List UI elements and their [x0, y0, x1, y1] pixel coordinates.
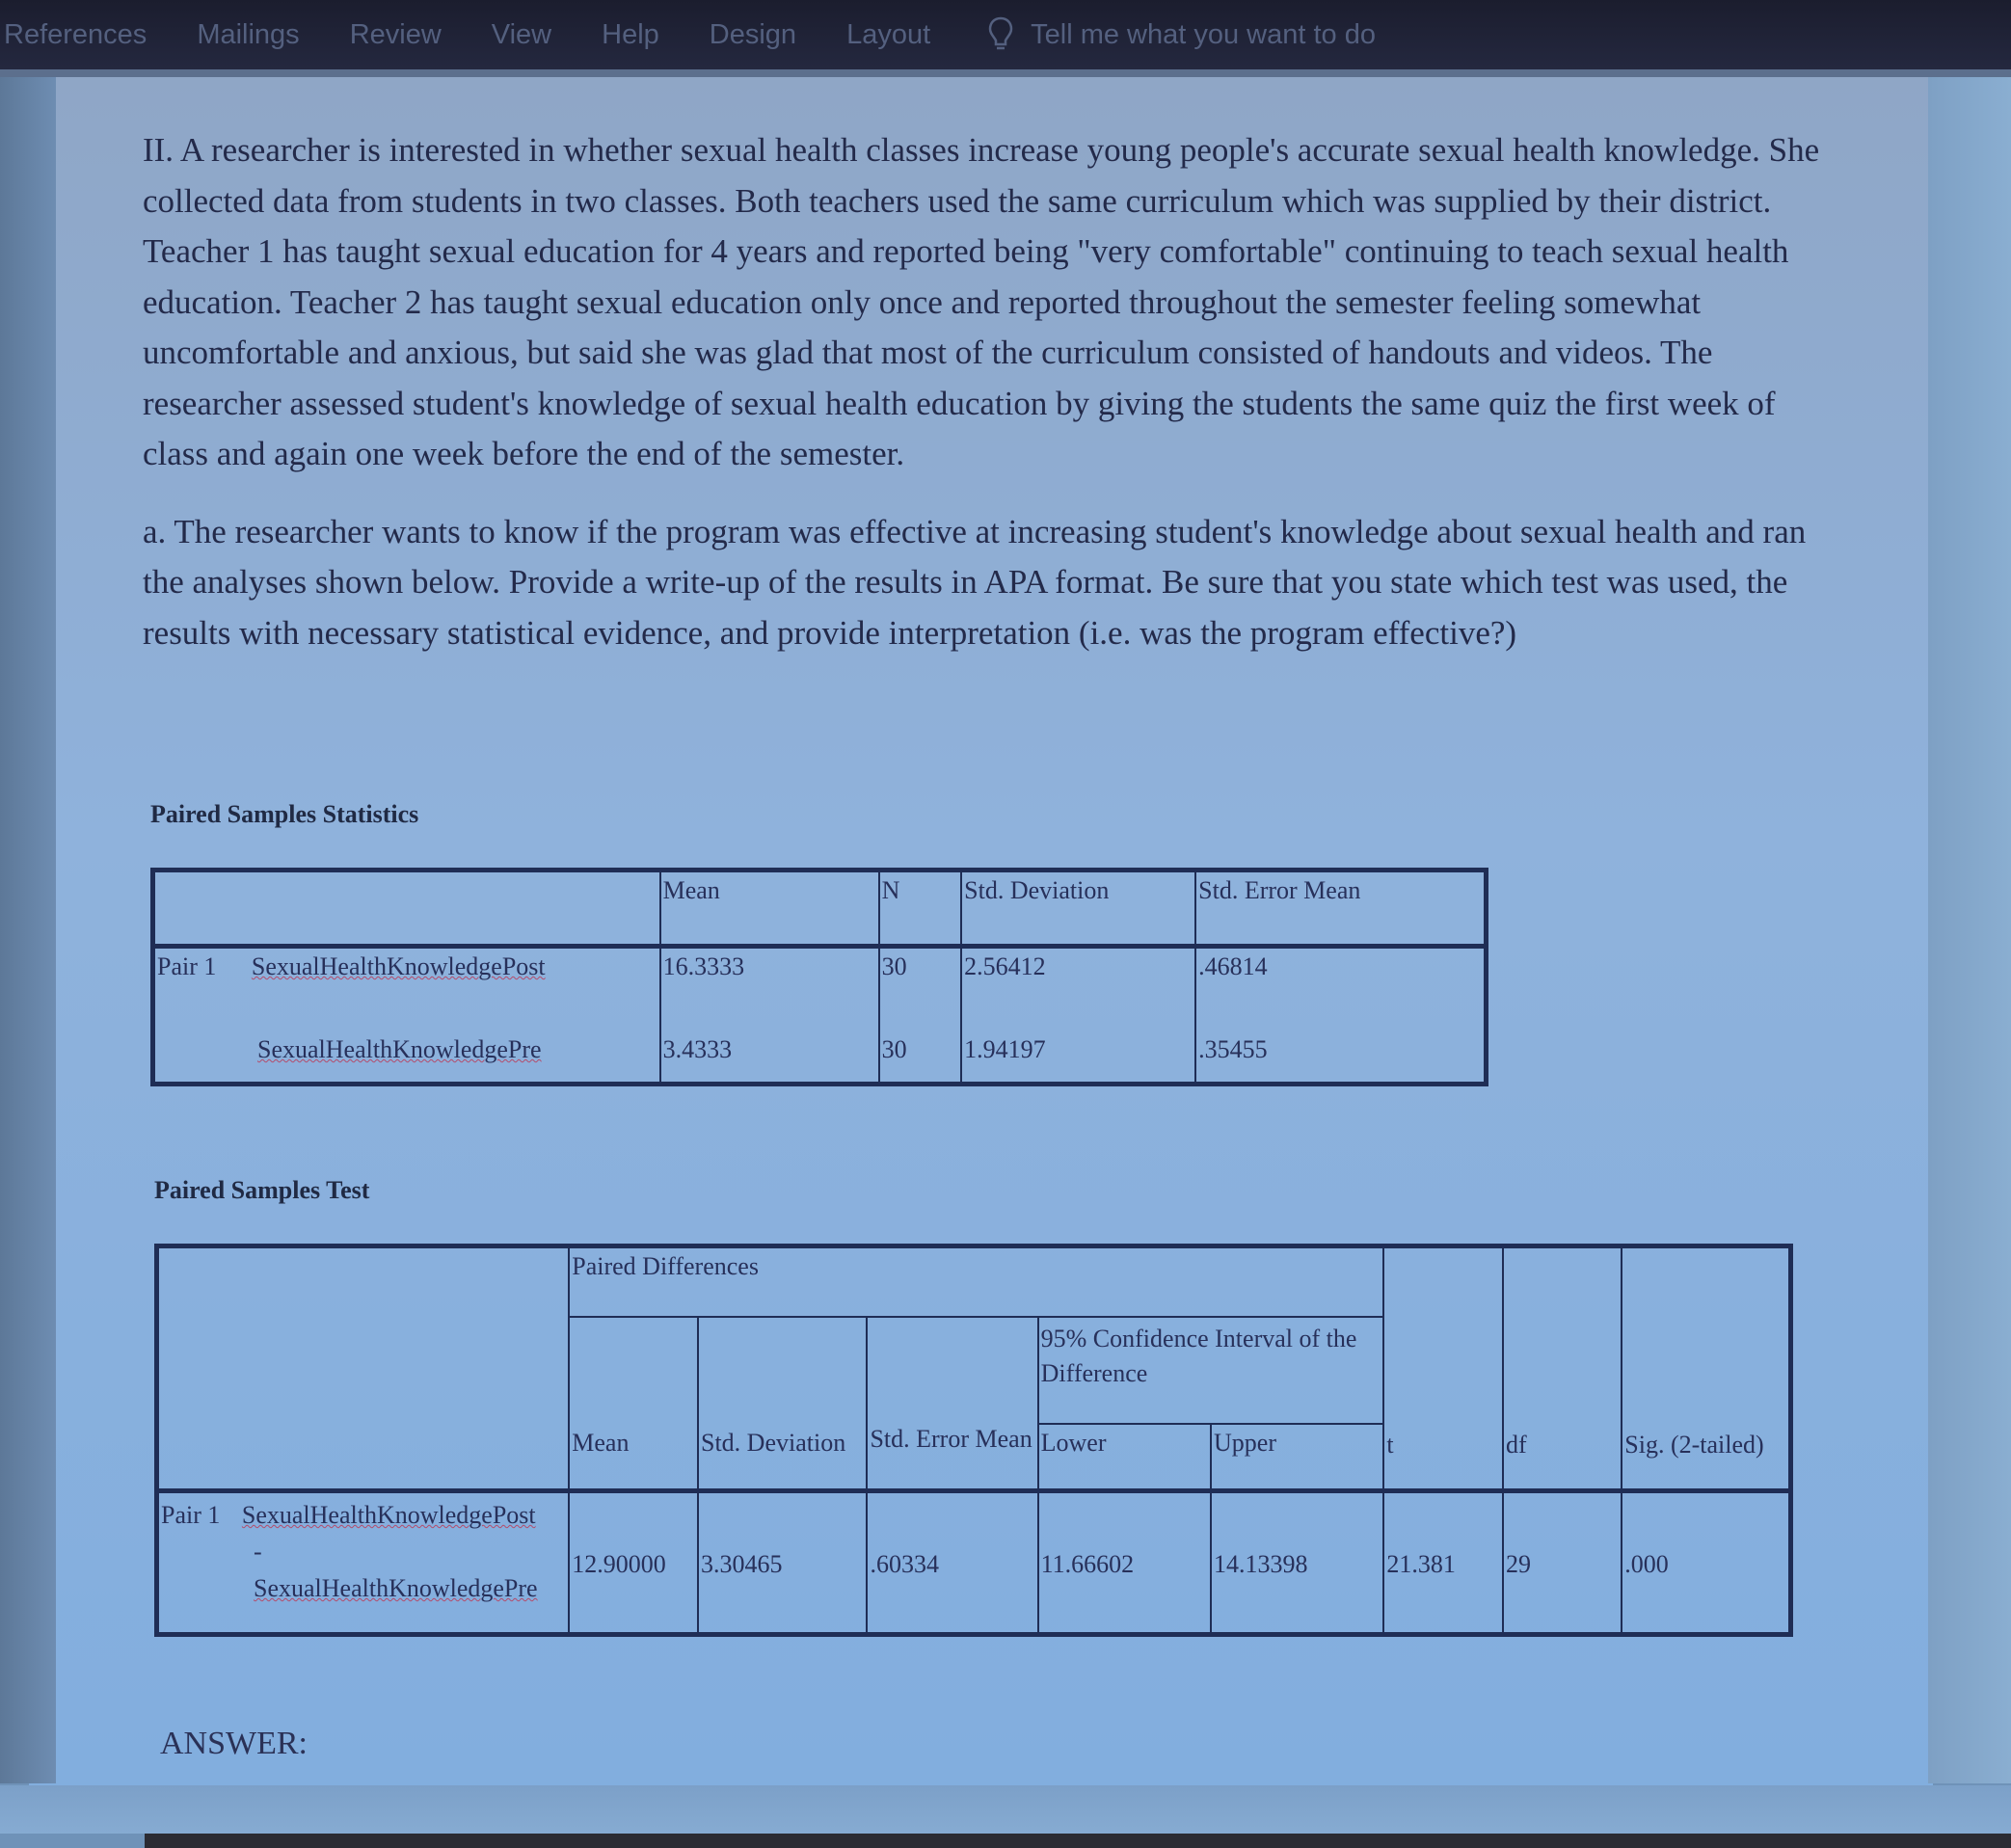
header-std-deviation: Std. Deviation — [961, 870, 1195, 947]
cell-mean: 3.4333 — [660, 1022, 879, 1085]
taskbar-edge — [145, 1834, 2011, 1848]
tab-layout[interactable]: Layout — [846, 18, 931, 50]
table-row — [153, 947, 1487, 1023]
paired-test-title: Paired Samples Test — [154, 1176, 370, 1204]
paired-samples-statistics-table — [150, 868, 1488, 1086]
table-row — [153, 1022, 1487, 1085]
tab-design[interactable]: Design — [709, 18, 797, 50]
cell-upper: 14.13398 — [1211, 1491, 1383, 1635]
tab-mailings[interactable]: Mailings — [197, 18, 300, 50]
question-a: a. The researcher wants to know if the program was effective at increasing student's knowledge about sexual health and ran the analyses shown below. Provide a write-up of the results in APA format. Be sure that you state which test was used, the results with necessary statistical evidence, and provide interpretation (i.e. was the program effective?) — [143, 512, 1807, 652]
header-empty — [157, 1246, 570, 1491]
header-lower: Lower — [1038, 1424, 1211, 1491]
header-mean: Mean — [569, 1317, 698, 1491]
cell-df: 29 — [1503, 1491, 1622, 1635]
right-gutter — [1928, 77, 2011, 1783]
document-content[interactable] — [143, 125, 1830, 1761]
table-header-row — [153, 870, 1487, 947]
ribbon-divider — [0, 69, 2011, 77]
row-label — [153, 1022, 660, 1085]
variable-name: SexualHealthKnowledgePost — [241, 1501, 536, 1529]
cell-n: 30 — [879, 1022, 962, 1085]
cell-lower: 11.66602 — [1038, 1491, 1211, 1635]
status-area — [0, 1785, 2011, 1834]
tab-help[interactable]: Help — [602, 18, 659, 50]
ribbon-tabs — [0, 0, 2011, 69]
difference-separator: - — [254, 1538, 262, 1566]
header-mean: Mean — [660, 870, 879, 947]
header-sig: Sig. (2-tailed) — [1622, 1246, 1790, 1491]
cell-t: 21.381 — [1383, 1491, 1503, 1635]
header-std-error-mean: Std. Error Mean — [867, 1317, 1037, 1491]
left-gutter — [0, 77, 56, 1783]
lightbulb-icon — [988, 16, 1013, 53]
tell-me-placeholder: Tell me what you want to do — [1031, 18, 1376, 50]
header-n: N — [879, 870, 962, 947]
header-confidence-interval: 95% Confidence Interval of the Difference — [1038, 1317, 1384, 1424]
intro-paragraph: II. A researcher is interested in whether sexual health classes increase young people's accurate sexual health knowledge. She collected data from students in two classes. Both teachers used the same curriculum which was supplied by their district. Teacher 1 has taught sexual education for 4 years and reported being "very comfortable" continuing to teach sexual health education. Teacher 2 has taught sexual education only once and reported throughout the semester feeling somewhat uncomfortable and anxious, but said she was glad that most of the curriculum consisted of handouts and videos. The researcher assessed student's knowledge of sexual health education by giving the students the same quiz the first week of class and again one week before the end of the semester. — [143, 131, 1820, 472]
cell-mean: 12.90000 — [569, 1491, 698, 1635]
tell-me-box[interactable] — [988, 16, 1376, 53]
paired-samples-test-table — [154, 1244, 1793, 1637]
cell-n: 30 — [879, 947, 962, 1023]
paired-statistics-title: Paired Samples Statistics — [150, 800, 419, 828]
cell-std-deviation: 3.30465 — [698, 1491, 867, 1635]
header-df: df — [1503, 1246, 1622, 1491]
group-header-row — [157, 1246, 1791, 1318]
tab-view[interactable]: View — [491, 18, 552, 50]
cell-std-error-mean: .60334 — [867, 1491, 1037, 1635]
header-std-error-mean: Std. Error Mean — [1195, 870, 1486, 947]
header-paired-differences: Paired Differences — [569, 1246, 1383, 1318]
tab-review[interactable]: Review — [349, 18, 442, 50]
variable-name: SexualHealthKnowledgePre — [257, 1035, 542, 1063]
cell-sig: .000 — [1622, 1491, 1790, 1635]
row-label — [153, 947, 660, 1023]
cell-std-deviation: 1.94197 — [961, 1022, 1195, 1085]
header-t: t — [1383, 1246, 1503, 1491]
cell-std-deviation: 2.56412 — [961, 947, 1195, 1023]
answer-label: ANSWER: — [160, 1726, 308, 1761]
tab-references[interactable]: References — [4, 18, 147, 50]
table-row — [157, 1491, 1791, 1635]
row-label — [157, 1491, 570, 1635]
variable-name: SexualHealthKnowledgePre — [254, 1574, 538, 1602]
cell-mean: 16.3333 — [660, 947, 879, 1023]
pair-label: Pair 1 — [157, 952, 217, 980]
cell-std-error-mean: .35455 — [1195, 1022, 1486, 1085]
variable-name: SexualHealthKnowledgePost — [251, 952, 546, 980]
pair-label: Pair 1 — [161, 1501, 221, 1529]
cell-std-error-mean: .46814 — [1195, 947, 1486, 1023]
header-std-deviation: Std. Deviation — [698, 1317, 867, 1491]
header-empty — [153, 870, 660, 947]
header-upper: Upper — [1211, 1424, 1383, 1491]
